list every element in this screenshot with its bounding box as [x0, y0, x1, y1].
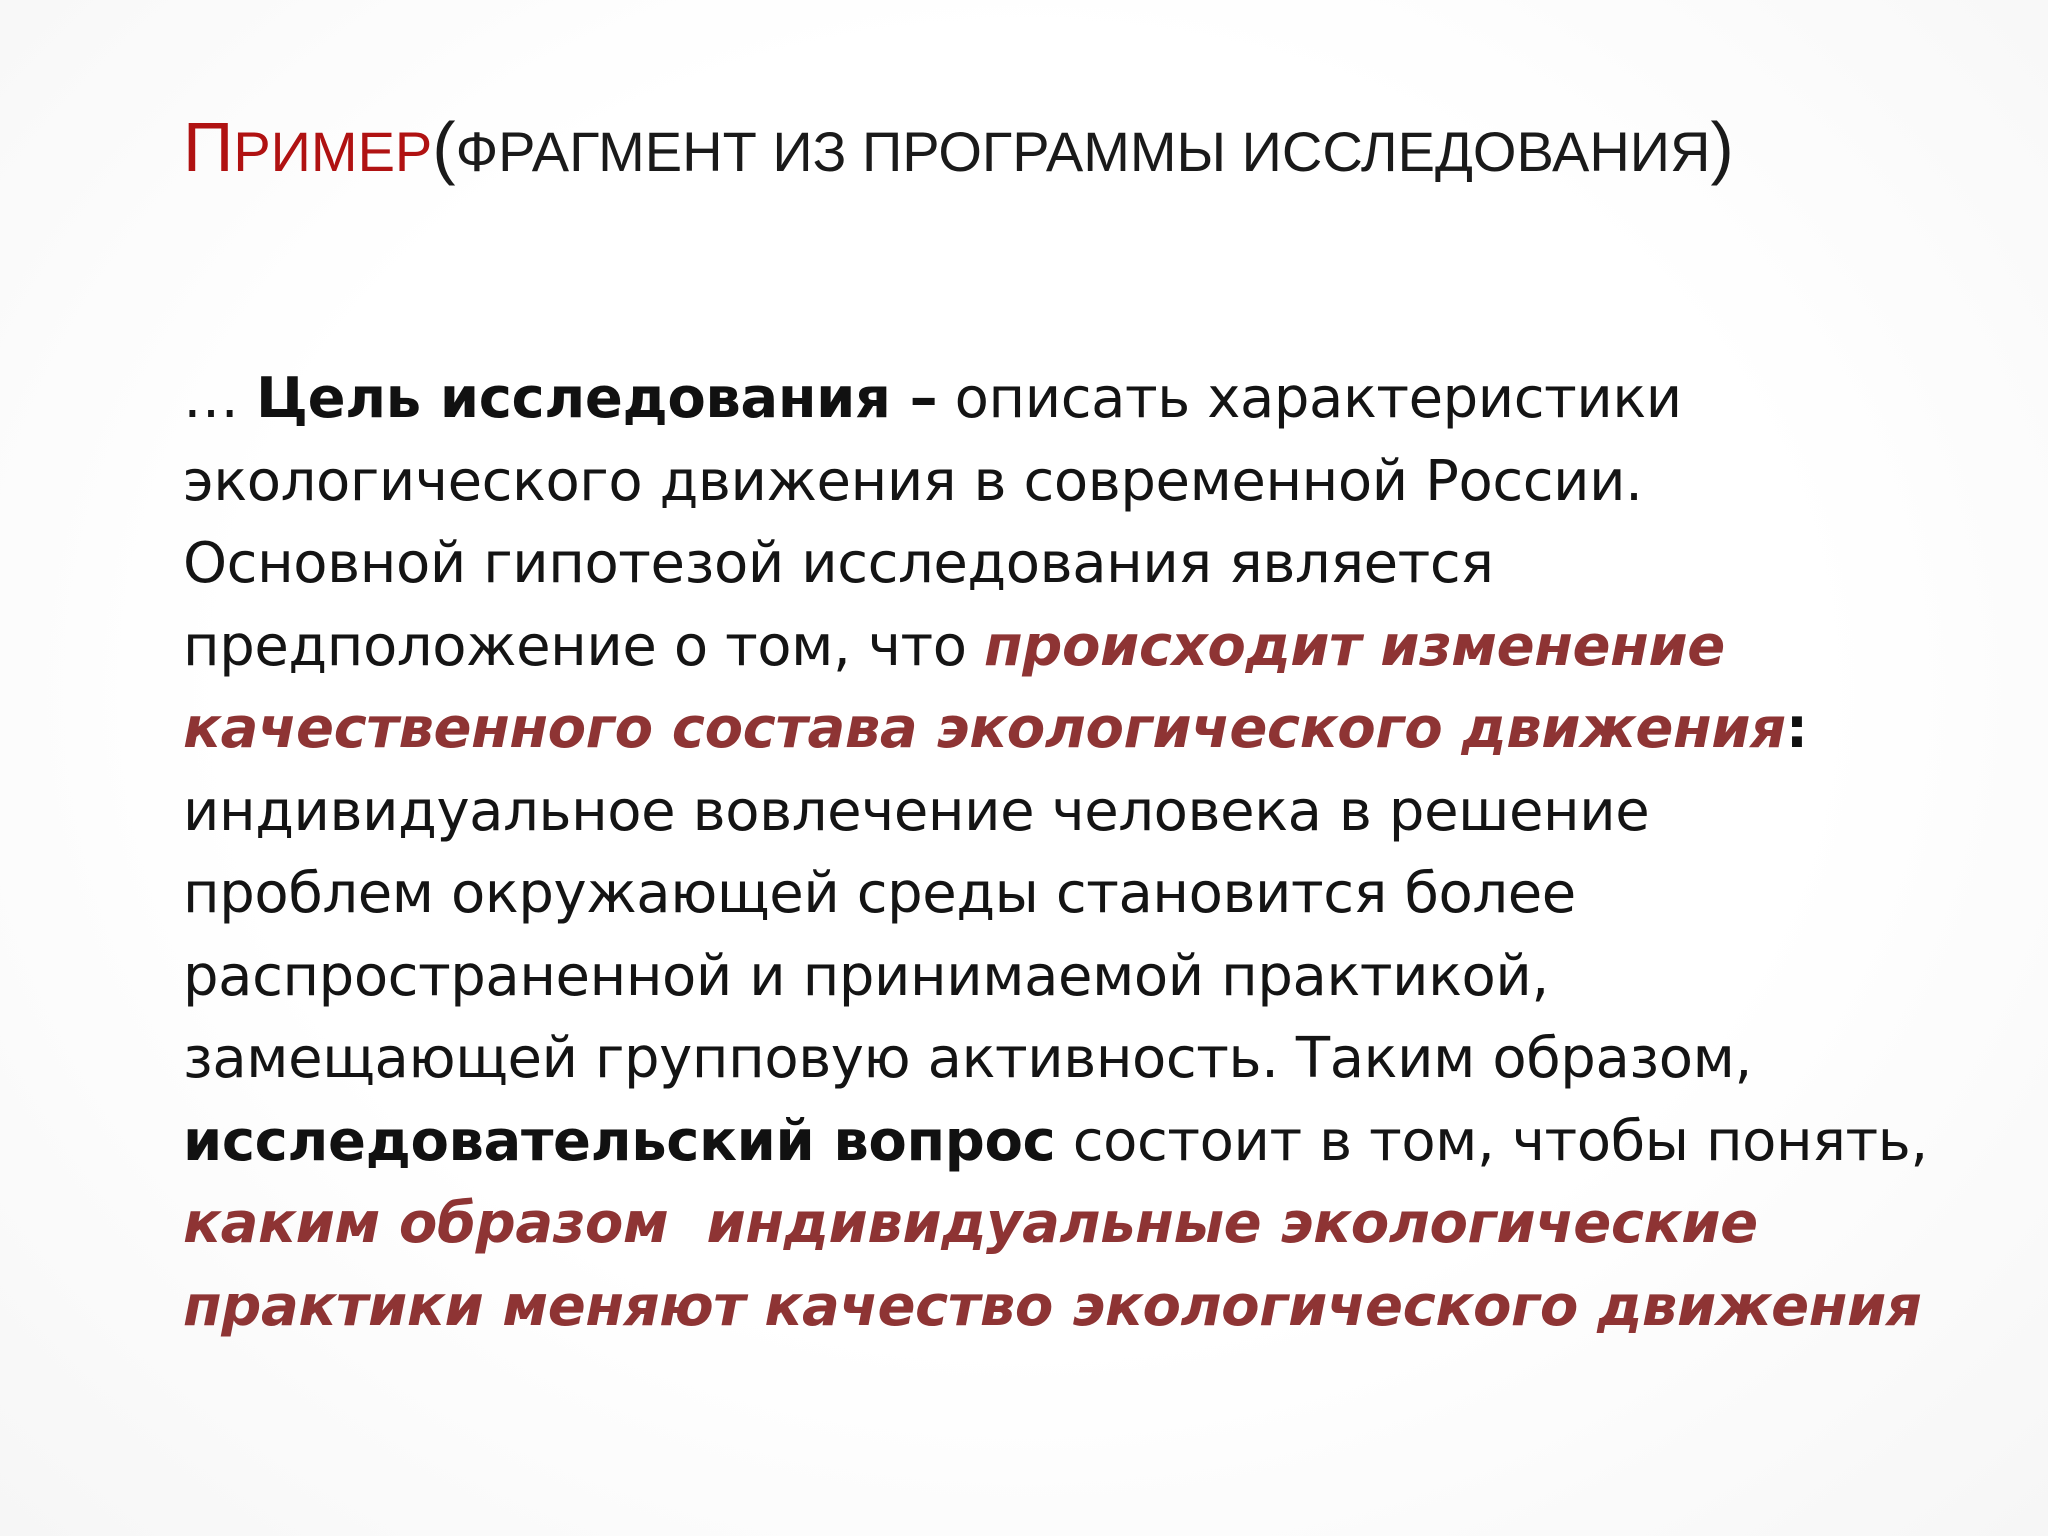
body-text: Основной гипотезой исследования является — [183, 531, 1494, 596]
highlighted-text: каким образом индивидуальные экологические — [183, 1191, 1758, 1256]
bold-text: : — [1785, 696, 1808, 761]
body-text: предположение о том, что — [183, 613, 984, 679]
text-line — [183, 936, 1943, 1019]
title-main-rest: РИМЕР — [233, 120, 433, 183]
text-line — [183, 1183, 1943, 1266]
slide-body-text — [183, 358, 1943, 1348]
text-line — [183, 1266, 1943, 1349]
text-line — [183, 771, 1943, 854]
bold-text: Цель исследования – — [256, 366, 938, 431]
text-line — [183, 1101, 1943, 1184]
text-line — [183, 688, 1943, 771]
title-open-paren: ( — [432, 108, 456, 186]
highlighted-text: практики меняют качество экологического движения — [183, 1273, 1922, 1339]
body-text: распространенной и принимаемой практикой, — [183, 943, 1549, 1009]
body-text: состоит в том, чтобы понять, — [1055, 1108, 1928, 1174]
body-text: проблем окружающей среды становится более — [183, 861, 1576, 926]
text-line — [183, 441, 1943, 524]
text-line — [183, 1018, 1943, 1101]
text-line — [183, 606, 1943, 689]
body-text: описать характеристики — [937, 366, 1682, 431]
highlighted-text: качественного состава экологического движения — [183, 696, 1786, 761]
title-main-cap: П — [183, 108, 234, 186]
body-text: замещающей групповую активность. Таким образом, — [183, 1026, 1752, 1091]
body-text: экологического движения в современной России. — [183, 448, 1643, 514]
body-text: … — [183, 366, 257, 431]
title-main — [183, 108, 432, 186]
text-line — [183, 523, 1943, 606]
title-subtitle: ФРАГМЕНТ ИЗ ПРОГРАММЫ ИССЛЕДОВАНИЯ — [455, 120, 1711, 183]
text-line — [183, 853, 1943, 936]
highlighted-text: происходит изменение — [984, 613, 1725, 679]
text-line — [183, 358, 1943, 441]
bold-text: исследовательский вопрос — [183, 1108, 1056, 1174]
title-close-paren: ) — [1710, 108, 1734, 186]
body-text: индивидуальное вовлечение человека в решение — [183, 778, 1650, 844]
slide-title — [183, 108, 1734, 186]
